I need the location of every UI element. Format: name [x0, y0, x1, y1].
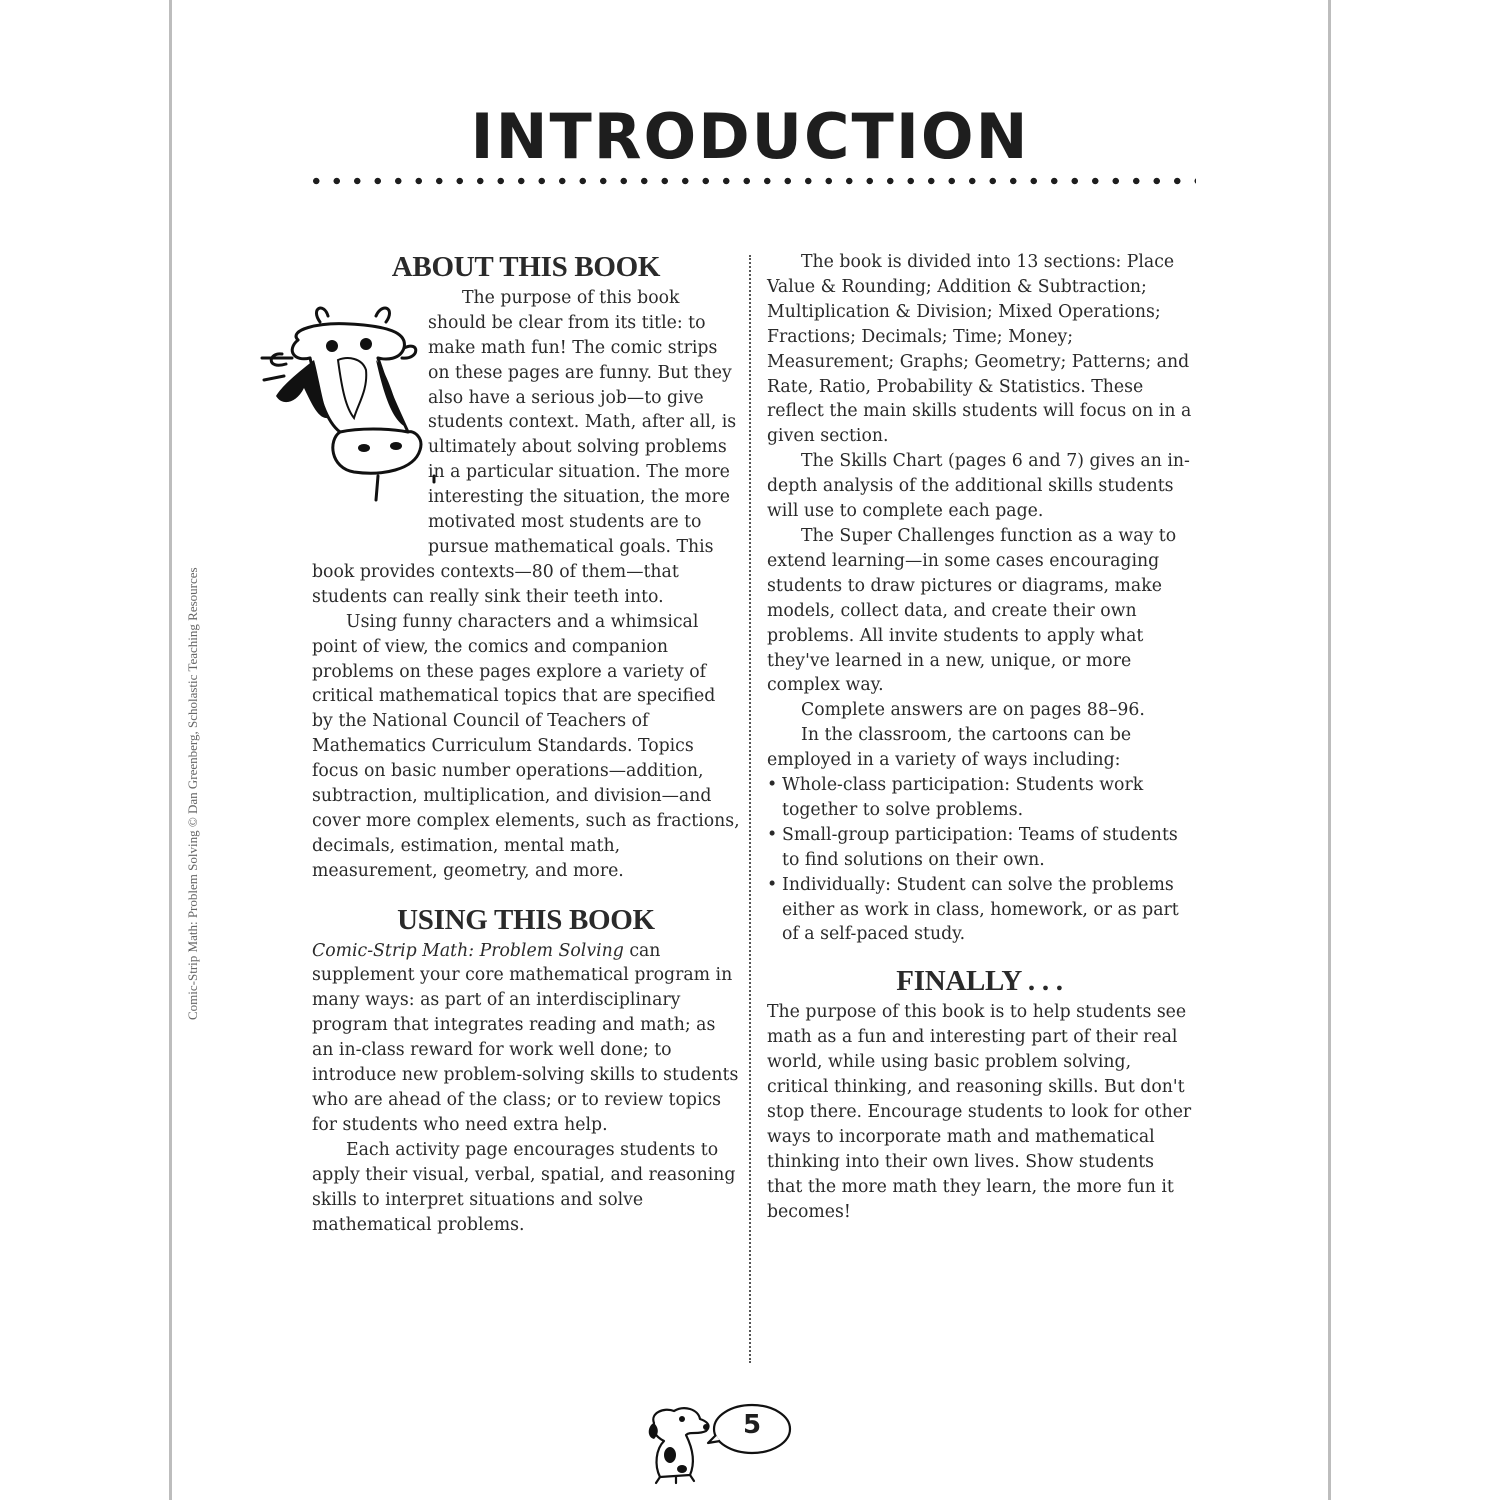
list-item: • Whole-class participation: Students work together to solve problems.: [767, 773, 1192, 823]
classroom-paragraph: In the classroom, the cartoons can be employed in a variety of ways including:: [767, 725, 1132, 771]
skills-chart-paragraph: The Skills Chart (pages 6 and 7) gives an in-depth analysis of the additional skills students will use to complete each page.: [767, 451, 1190, 522]
page-edge-right: [1328, 0, 1331, 1500]
finally-paragraph: The purpose of this book is to help students see math as a fun and interesting part of their real world, while using basic problem solving, critical thinking, and reasoning skills. But don't stop there. Encourage students to look for other ways to incorporate math and mathematical thinking into their own lives. Show students that the more math they learn, the more fun it becomes!: [767, 1002, 1192, 1222]
page-number: 5: [742, 1410, 762, 1440]
book-title: Comic-Strip Math: Problem Solving: [312, 940, 624, 961]
cow-float-space: [312, 286, 428, 536]
dog-illustration: [640, 1395, 810, 1485]
dotted-rule: [306, 177, 1196, 185]
finally-heading: FINALLY . . .: [896, 965, 1063, 998]
side-credit: Comic-Strip Math: Problem Solving © Dan Greenberg, Scholastic Teaching Resources: [185, 567, 200, 1020]
about-paragraph-1: The purpose of this book should be clear from its title: to make math fun! The comic strips on these pages are funny. But they also have a serious job—to give students context. Math, after all, is ultimately about solving problems in a particular situation. The more interesting the situation, the more motivated most students are to pursue mathematical goals. This book provides contexts—80 of them—that students can really sink their teeth into.: [312, 287, 737, 607]
sections-paragraph: The book is divided into 13 sections: Place Value & Rounding; Addition & Subtraction; Multiplication & Division; Mixed Operations; Fractions; Decimals; Time; Money; Measurement; Graphs; Geometry; Patterns; and Rate, Ratio, Probability & Statistics. These reflect the main skills students will focus on in a given section.: [767, 252, 1192, 447]
column-divider: [749, 255, 751, 1363]
list-item: • Small-group participation: Teams of students to find solutions on their own.: [767, 823, 1192, 873]
about-heading: ABOUT THIS BOOK: [391, 251, 661, 283]
using-heading: USING THIS BOOK: [397, 903, 655, 936]
about-paragraph-2: Using funny characters and a whimsical point of view, the comics and companion problems on these pages explore a variety of critical mathematical topics that are specified by the National Council of Teachers of Mathematics Curriculum Standards. Topics focus on basic number operations—addition, subtraction, multiplication, and division—and cover more complex elements, such as fractions, decimals, estimation, mental math, measurement, geometry, and more.: [312, 611, 740, 881]
using-paragraph-1-text: can supplement your core mathematical program in many ways: as part of an interdisciplinary program that integrates reading and math; as an in-class reward for work well done; to introduce new problem-solving skills to students who are ahead of the class; or to review topics for students who need extra help.: [312, 940, 739, 1135]
right-column: [767, 250, 1192, 1224]
answers-paragraph: Complete answers are on pages 88–96.: [801, 700, 1145, 721]
list-item: • Individually: Student can solve the problems either as work in class, homework, or as part of a self-paced study.: [767, 873, 1192, 948]
using-paragraph-1: [312, 939, 740, 1138]
page-edge-left: [169, 0, 172, 1500]
super-challenges-paragraph: The Super Challenges function as a way to extend learning—in some cases encouraging students to draw pictures or diagrams, make models, collect data, and create their own problems. All invite students to apply what they've learned in a new, unique, or more complex way.: [767, 525, 1177, 696]
left-column: [312, 250, 740, 1237]
usage-list: [767, 773, 1192, 947]
page-title: INTRODUCTION: [470, 100, 1030, 173]
using-paragraph-2: Each activity page encourages students to apply their visual, verbal, spatial, and reasoning skills to interpret situations and solve mathematical problems.: [312, 1139, 736, 1235]
